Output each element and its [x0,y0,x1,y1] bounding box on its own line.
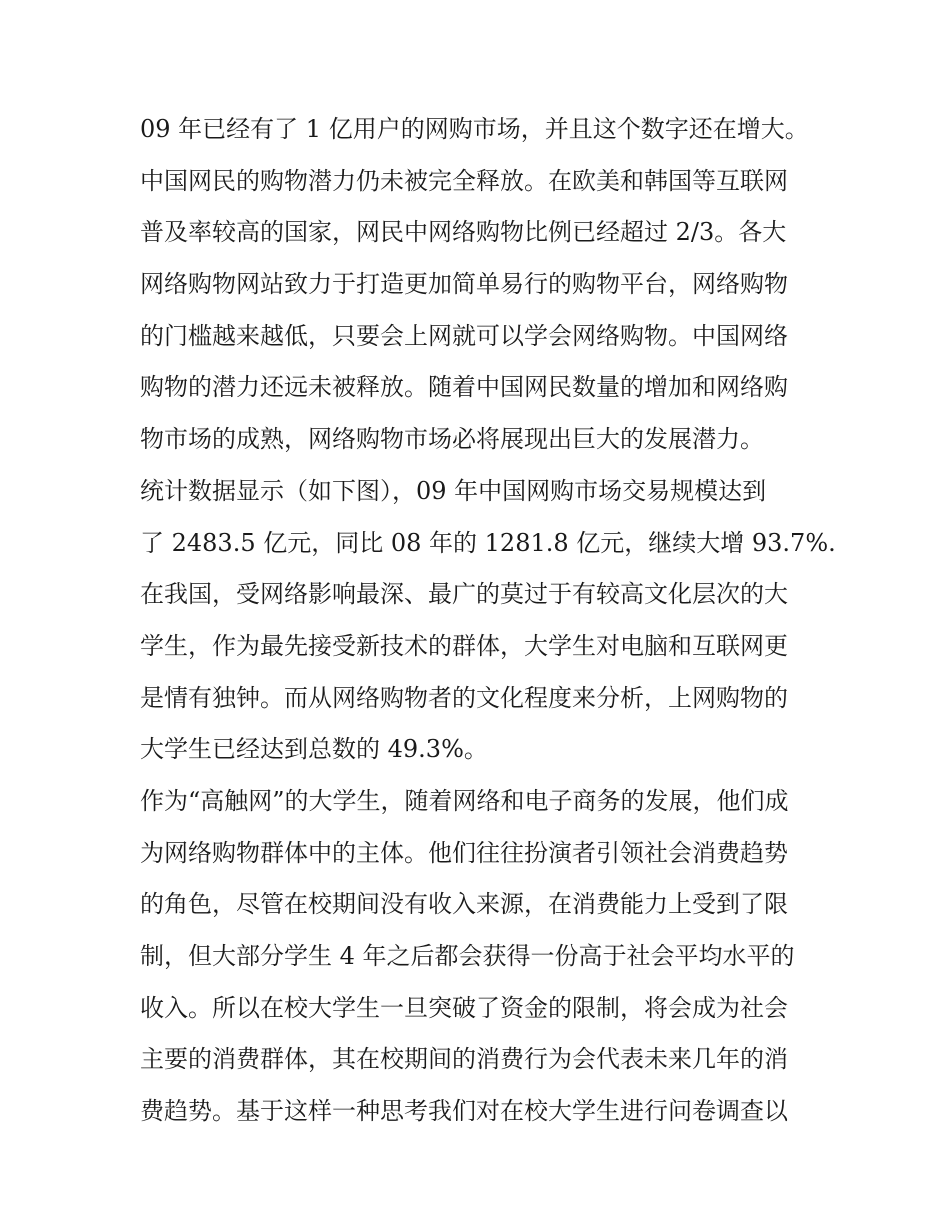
text-line: 作为“高触网”的大学生，随着网络和电子商务的发展，他们成 [140,786,789,815]
text-line: 收入。所以在校大学生一旦突破了资金的限制，将会成为社会 [140,993,788,1022]
text-line: 中国网民的购物潜力仍未被完全释放。在欧美和韩国等互联网 [140,166,788,195]
text-line: 了 2483.5 亿元，同比 08 年的 1281.8 亿元，继续大增 93.7%. [140,528,836,557]
paragraph-2 [140,156,816,466]
text-line: 主要的消费群体，其在校期间的消费行为会代表未来几年的消 [140,1045,788,1074]
text-line: 普及率较高的国家，网民中网络购物比例已经超过 2/3。各大 [140,218,787,247]
text-line: 学生，作为最先接受新技术的群体，大学生对电脑和互联网更 [140,631,788,660]
text-line: 费趋势。基于这样一种思考我们对在校大学生进行问卷调查以 [140,1097,788,1126]
text-line: 的角色，尽管在校期间没有收入来源，在消费能力上受到了限 [140,890,788,919]
text-line: 的门槛越来越低，只要会上网就可以学会网络购物。中国网络 [140,321,788,350]
document-body [140,104,836,1138]
text-line: 统计数据显示（如下图），09 年中国网购市场交易规模达到 [140,476,767,505]
text-line: 物市场的成熟，网络购物市场必将展现出巨大的发展潜力。 [140,425,764,454]
text-line: 制，但大部分学生 4 年之后都会获得一份高于社会平均水平的 [140,942,795,970]
paragraph-1 [140,104,816,156]
paragraph-3 [140,466,836,569]
text-line: 是情有独钟。而从网络购物者的文化程度来分析，上网购物的 [140,683,788,712]
text-line: 为网络购物群体中的主体。他们往往扮演者引领社会消费趋势 [140,838,788,867]
text-line: 在我国，受网络影响最深、最广的莫过于有较高文化层次的大 [140,580,788,609]
paragraph-4 [140,569,816,776]
text-line: 网络购物网站致力于打造更加简单易行的购物平台，网络购物 [140,270,788,299]
text-line: 大学生已经达到总数的 49.3%。 [140,735,488,764]
paragraph-5 [140,776,816,1138]
text-line: 购物的潜力还远未被释放。随着中国网民数量的增加和网络购 [140,373,788,402]
text-line: 09 年已经有了 1 亿用户的网购市场，并且这个数字还在增大。 [140,115,809,143]
